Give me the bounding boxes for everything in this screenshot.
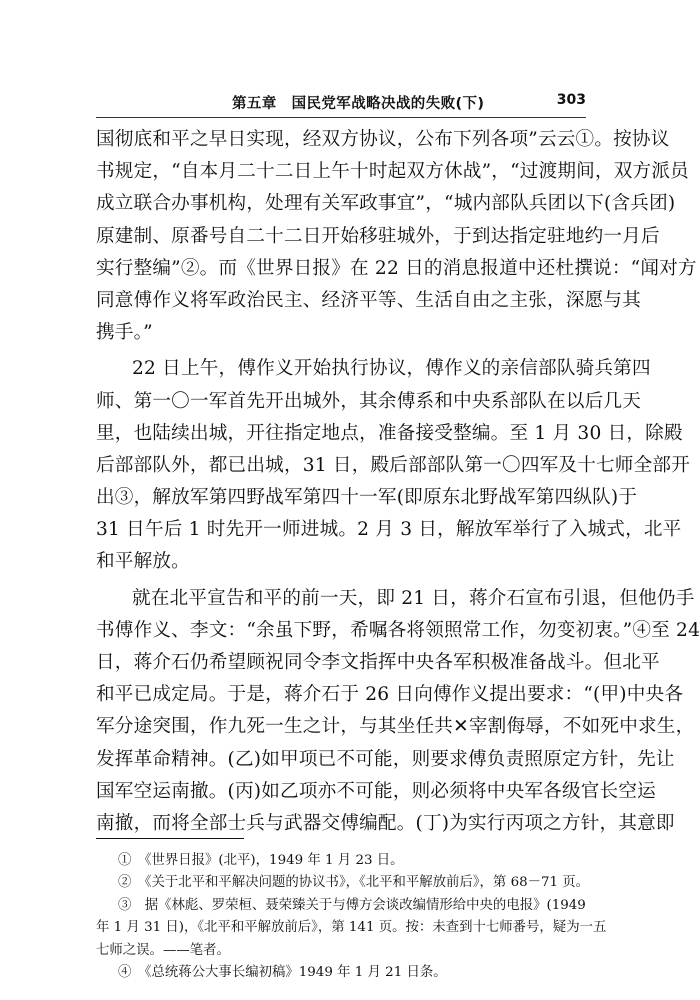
- text-line: 原建制、原番号自二十二日开始移驻城外，于到达指定驻地约一月后: [96, 225, 660, 247]
- text-line: 师、第一〇一军首先开出城外，其余傅系和中央系部队在以后几天: [96, 390, 642, 412]
- text-line: 携手。”: [96, 322, 153, 344]
- footnote-1: ① 《世界日报》(北平)，1949 年 1 月 23 日。: [118, 853, 404, 868]
- body-text: [96, 124, 700, 840]
- text-line: 国彻底和平之早日实现，经双方协议，公布下列各项”云云①。按协议: [96, 129, 670, 150]
- footnote-3-continued: 年 1 月 31 日)，《北平和平解放前后》，第 141 页。按：未查到十七师番号，疑为一五: [96, 920, 607, 936]
- text-line: 书傅作义、李文：“余虽下野，希嘱各将领照常工作，勿变初衷。”④至 24: [96, 619, 700, 641]
- footnotes: [96, 850, 606, 984]
- footnote-3: ③ 据《林彪、罗荣桓、聂荣臻关于与傅方会谈改编情形给中央的电报》(1949: [118, 897, 586, 913]
- page-number: 303: [556, 92, 586, 108]
- text-line: 后部部队外，都已出城，31 日，殿后部部队第一〇四军及十七师全部开: [96, 454, 690, 476]
- text-line: 出③，解放军第四野战军第四十一军(即原东北野战军第四纵队)于: [96, 487, 638, 509]
- text-line: 书规定，“自本月二十二日上午十时起双方休战”，“过渡期间，双方派员: [96, 161, 689, 183]
- paragraph-first-line: 22 日上午，傅作义开始执行协议，傅作义的亲信部队骑兵第四: [132, 358, 651, 380]
- chapter-title: 第五章 国民党军战略决战的失败(下): [232, 96, 485, 112]
- text-line: 实行整编”②。而《世界日报》在 22 日的消息报道中还杜撰说：“闻对方: [96, 257, 697, 279]
- paragraph-first-line: 就在北平宣告和平的前一天，即 21 日，蒋介石宣布引退，但他仍手: [132, 587, 695, 609]
- footnote-3-continued: 七师之误。——笔者。: [96, 942, 230, 958]
- text-line: 发挥革命精神。(乙)如甲项已不可能，则要求傅负责照原定方针，先让: [96, 748, 675, 770]
- text-line: 里，也陆续出城，开往指定地点，准备接受整编。至 1 月 30 日，除殿: [96, 422, 683, 444]
- header-rule: [96, 117, 586, 118]
- footnote-4: ④ 《总统蒋公大事长编初稿》1949 年 1 月 21 日条。: [118, 964, 447, 980]
- text-line: 和平解放。: [96, 551, 190, 573]
- text-line: 同意傅作义将军政治民主、经济平等、生活自由之主张，深愿与其: [96, 289, 642, 311]
- text-line: 军分途突围，作九死一生之计，与其坐任共✕宰割侮辱，不如死中求生，: [96, 716, 695, 738]
- footnote-rule: [96, 838, 244, 839]
- text-line: 南撤，而将全部士兵与武器交傅编配。(丁)为实行丙项之方针，其意即: [96, 812, 675, 834]
- text-line: 和平已成定局。于是，蒋介石于 26 日向傅作义提出要求：“(甲)中央各: [96, 684, 684, 706]
- running-head: [96, 92, 586, 116]
- text-line: 31 日午后 1 时先开一师进城。2 月 3 日，解放军举行了入城式，北平: [96, 519, 682, 541]
- footnote-2: ② 《关于北平和平解决问题的协议书》，《北平和平解放前后》，第 68－71 页。: [118, 875, 590, 891]
- text-line: 国军空运南撤。(丙)如乙项亦不可能，则必须将中央军各级官长空运: [96, 780, 656, 802]
- text-line: 成立联合办事机构，处理有关军政事宜”，“城内部队兵团以下(含兵团): [96, 193, 676, 215]
- text-line: 日，蒋介石仍希望顾祝同令李文指挥中央各军积极准备战斗。但北平: [96, 652, 660, 673]
